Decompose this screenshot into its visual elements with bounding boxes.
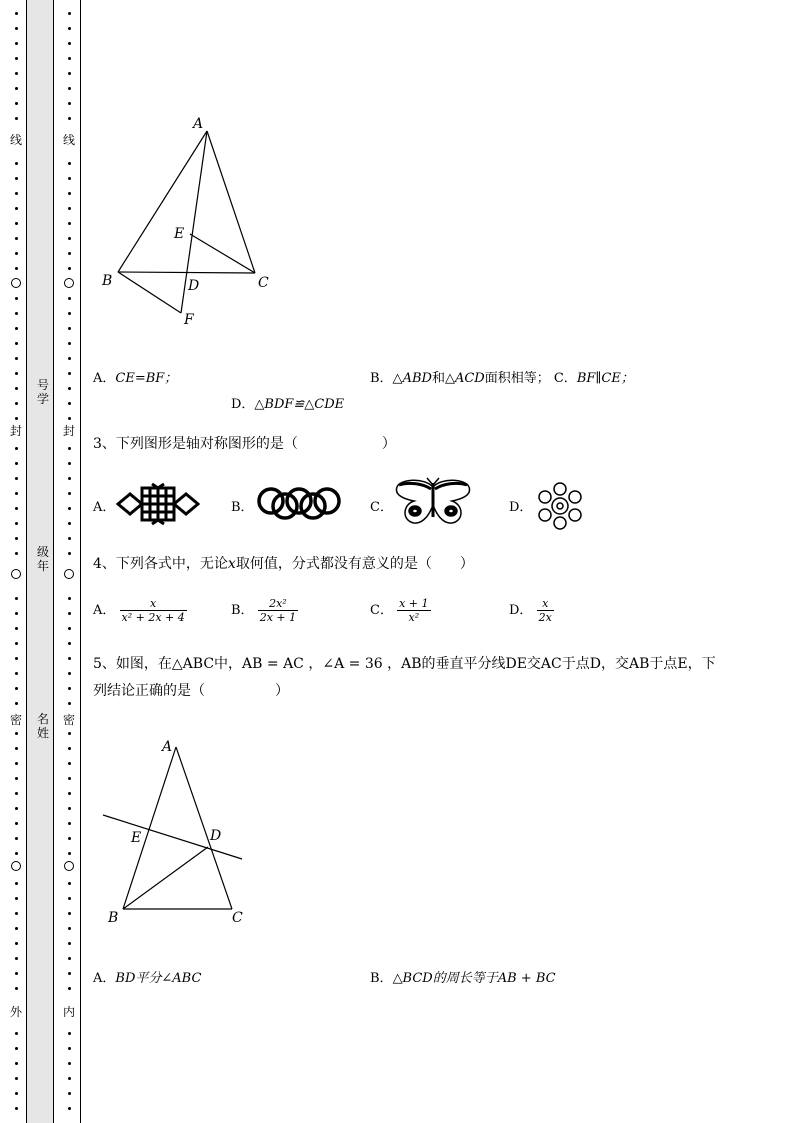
cut-line-dot: [15, 192, 18, 195]
q2-segment-ec: [190, 234, 255, 273]
cut-line-dot: [68, 207, 71, 210]
cut-line-dot: [68, 672, 71, 675]
q2-point-b: B: [102, 273, 113, 289]
cut-line-dot: [15, 1047, 18, 1050]
cut-line-dot: [15, 462, 18, 465]
option-label: A．: [93, 603, 116, 618]
cut-line-dot: [15, 312, 18, 315]
cut-line-dot: [68, 702, 71, 705]
option-text: ABD: [402, 371, 432, 386]
cut-line-dot: [68, 552, 71, 555]
q4-stem-text: 取何值，分式都没有意义的是（ ）: [235, 556, 474, 572]
fraction-denominator: 2x + 1: [259, 611, 297, 624]
q5-option-b[interactable]: [370, 967, 556, 986]
cut-line-dot: [15, 822, 18, 825]
cut-line-dot: [68, 597, 71, 600]
cut-line-dot: [15, 72, 18, 75]
cut-line-dot: [68, 492, 71, 495]
cut-line-dot: [68, 792, 71, 795]
cut-line-dot: [68, 102, 71, 105]
cut-line-dot: [68, 477, 71, 480]
cut-line-dot: [15, 402, 18, 405]
fraction: [258, 597, 298, 624]
cut-line-dot: [15, 357, 18, 360]
fraction: [120, 597, 187, 624]
inner-label-secret: 密: [62, 713, 75, 727]
cut-line-dot: [15, 1107, 18, 1110]
cut-line-dot: [68, 657, 71, 660]
cut-line-dot: [68, 117, 71, 120]
q5-point-b: B: [108, 910, 119, 926]
cut-line-dot: [68, 297, 71, 300]
cut-line-dot: [68, 612, 71, 615]
cut-line-dot: [15, 657, 18, 660]
cut-line-dot: [15, 327, 18, 330]
cut-line-dot: [68, 312, 71, 315]
q5-stem-line1: 5、如图，在△ABC中，AB = AC ，∠A = 36 ，AB的垂直平分线DE交AC于点D，交AB于点E，下: [93, 656, 716, 672]
cut-line-dot: [68, 252, 71, 255]
circle-mark: [64, 569, 74, 579]
q5-point-c: C: [232, 910, 243, 926]
option-label: C．: [553, 371, 577, 386]
option-text: 面积相等；: [484, 371, 550, 386]
option-text: BD平分∠ABC: [115, 971, 202, 986]
q4-option-c[interactable]: [370, 597, 431, 624]
cut-line-dot: [15, 117, 18, 120]
outer-label-outside: 外: [9, 1005, 22, 1019]
cut-line-dot: [68, 822, 71, 825]
q2-point-d: D: [188, 278, 200, 294]
q5-point-e: E: [131, 830, 142, 846]
cut-line-dot: [68, 687, 71, 690]
cut-line-dot: [68, 837, 71, 840]
q3-option-c-label[interactable]: C．: [370, 500, 393, 515]
cut-line-dot: [15, 672, 18, 675]
cut-line-dot: [15, 1032, 18, 1035]
option-label: B．: [370, 971, 393, 986]
option-label: A．: [93, 371, 116, 386]
option-label: A．: [93, 971, 116, 986]
cut-line-dot: [68, 357, 71, 360]
cut-line-dot: [15, 597, 18, 600]
cut-line-dot: [15, 42, 18, 45]
cut-line-dot: [68, 1077, 71, 1080]
circle-mark: [64, 861, 74, 871]
q2-option-a[interactable]: [93, 367, 177, 386]
cut-line-dot: [15, 252, 18, 255]
cut-line-dot: [15, 687, 18, 690]
margin-rule: [80, 0, 81, 1123]
q3-stem: 3、下列图形是轴对称图形的是（ ）: [93, 436, 396, 452]
cut-line-dot: [68, 912, 71, 915]
chinese-knot-icon: [116, 482, 200, 526]
cut-line-dot: [15, 972, 18, 975]
cut-line-dot: [68, 927, 71, 930]
field-name: 名姓: [36, 712, 49, 740]
cut-line-dot: [68, 522, 71, 525]
cut-line-dot: [15, 807, 18, 810]
q5-segment-bd: [123, 847, 208, 909]
cut-line-dot: [68, 222, 71, 225]
q4-option-a[interactable]: [93, 597, 187, 624]
cut-line-dot: [68, 192, 71, 195]
option-text: BF∥CE；: [576, 371, 634, 386]
cut-line-dot: [15, 207, 18, 210]
outer-label-line: 线: [9, 133, 22, 147]
cut-line-dot: [68, 642, 71, 645]
q5-segment-ab: [123, 747, 176, 909]
cut-line-dot: [68, 267, 71, 270]
cut-line-dot: [15, 762, 18, 765]
option-text: △BCD的周长等于AB + BC: [392, 971, 556, 986]
cut-line-dot: [68, 162, 71, 165]
cut-line-dot: [68, 762, 71, 765]
cut-line-dot: [15, 987, 18, 990]
cut-line-dot: [68, 12, 71, 15]
cut-line-dot: [68, 417, 71, 420]
butterfly-icon: [394, 477, 472, 527]
cut-line-dot: [15, 492, 18, 495]
q2-point-c: C: [258, 275, 269, 291]
inner-label-inside: 内: [62, 1005, 75, 1019]
cut-line-dot: [68, 1062, 71, 1065]
cut-line-dot: [15, 852, 18, 855]
q2-point-a: A: [193, 116, 204, 132]
option-text: BDF≌△CDE: [264, 397, 345, 412]
cut-line-dot: [68, 237, 71, 240]
cut-line-dot: [15, 537, 18, 540]
q4-option-b[interactable]: [231, 597, 298, 624]
fraction-denominator: x² + 2x + 4: [121, 611, 185, 624]
cut-line-dot: [15, 12, 18, 15]
cut-line-dot: [68, 882, 71, 885]
cut-line-dot: [15, 642, 18, 645]
cut-line-dot: [68, 732, 71, 735]
olympic-rings-icon: [256, 484, 342, 522]
cut-line-dot: [15, 612, 18, 615]
circle-mark: [11, 861, 21, 871]
cut-line-dot: [15, 777, 18, 780]
snowflake-icon: [531, 480, 589, 532]
cut-line-dot: [68, 1047, 71, 1050]
option-label: B．△: [370, 371, 403, 386]
fraction: [537, 597, 554, 624]
cut-line-dot: [15, 507, 18, 510]
cut-line-dot: [68, 372, 71, 375]
fraction-denominator: x²: [408, 611, 420, 624]
cut-line-dot: [15, 387, 18, 390]
cut-line-dot: [15, 942, 18, 945]
fraction-denominator: 2x: [538, 611, 552, 624]
cut-line-dot: [68, 1107, 71, 1110]
cut-line-dot: [68, 72, 71, 75]
cut-line-dot: [68, 402, 71, 405]
circle-mark: [11, 278, 21, 288]
cut-line-dot: [15, 447, 18, 450]
circle-mark: [64, 278, 74, 288]
cut-line-dot: [15, 417, 18, 420]
q4-stem: [93, 553, 474, 573]
cut-line-dot: [15, 237, 18, 240]
cut-line-dot: [68, 387, 71, 390]
cut-line-dot: [68, 462, 71, 465]
field-grade: 级年: [36, 545, 49, 573]
q2-triangle-figure: [95, 110, 285, 330]
cut-line-dot: [15, 477, 18, 480]
cut-line-dot: [68, 42, 71, 45]
fraction-numerator: x: [537, 597, 554, 611]
q5-option-a[interactable]: [93, 967, 201, 986]
cut-line-dot: [15, 912, 18, 915]
cut-line-dot: [15, 57, 18, 60]
option-label: D．: [509, 603, 533, 618]
q4-stem-text: 4、下列各式中，无论: [93, 556, 228, 572]
q2-segment-ac: [207, 131, 255, 273]
cut-line-dot: [68, 177, 71, 180]
cut-line-dot: [68, 87, 71, 90]
cut-line-dot: [68, 1032, 71, 1035]
cut-line-dot: [15, 87, 18, 90]
cut-line-dot: [15, 552, 18, 555]
option-text: 和△: [431, 371, 455, 386]
q2-point-e: E: [174, 226, 185, 242]
cut-line-dot: [68, 942, 71, 945]
cut-line-dot: [15, 342, 18, 345]
q4-option-d[interactable]: [509, 597, 554, 624]
q2-point-f: F: [184, 312, 194, 328]
option-text: ACD: [454, 371, 485, 386]
q5-segment-ac: [176, 747, 232, 909]
cut-line-dot: [15, 177, 18, 180]
field-student-number: 号学: [36, 378, 49, 406]
q2-option-b-c[interactable]: [370, 367, 634, 386]
cut-line-dot: [15, 747, 18, 750]
cut-line-dot: [15, 792, 18, 795]
cut-line-dot: [15, 627, 18, 630]
cut-line-dot: [15, 732, 18, 735]
cut-line-dot: [15, 897, 18, 900]
option-label: D．△: [231, 397, 265, 412]
option-text: CE=BF；: [115, 371, 178, 386]
cut-line-dot: [68, 57, 71, 60]
cut-line-dot: [15, 957, 18, 960]
q3-option-d-label[interactable]: D．: [509, 500, 533, 515]
cut-line-dot: [68, 957, 71, 960]
cut-line-dot: [68, 1092, 71, 1095]
fraction-numerator: x + 1: [399, 597, 429, 610]
fraction-numerator: x: [120, 597, 187, 611]
circle-mark: [11, 569, 21, 579]
cut-line-dot: [68, 507, 71, 510]
option-label: C．: [370, 603, 393, 618]
q5-stem-line2: 列结论正确的是（ ）: [93, 683, 289, 699]
cut-line-dot: [15, 222, 18, 225]
cut-line-dot: [15, 837, 18, 840]
q5-triangle-figure: [98, 735, 258, 935]
cut-line-dot: [68, 852, 71, 855]
cut-line-dot: [68, 327, 71, 330]
cut-line-dot: [68, 447, 71, 450]
q3-option-b-label[interactable]: B．: [231, 500, 254, 515]
cut-line-dot: [68, 987, 71, 990]
cut-line-dot: [15, 1062, 18, 1065]
option-label: B．: [231, 603, 254, 618]
q5-point-a: A: [162, 739, 173, 755]
q3-option-a-label[interactable]: A．: [93, 500, 116, 515]
q4-stem-variable: x: [227, 556, 236, 572]
cut-line-dot: [15, 882, 18, 885]
cut-line-dot: [15, 372, 18, 375]
cut-line-dot: [68, 627, 71, 630]
cut-line-dot: [15, 1077, 18, 1080]
cut-line-dot: [68, 897, 71, 900]
cut-line-dot: [15, 1092, 18, 1095]
cut-line-dot: [68, 27, 71, 30]
cut-line-dot: [15, 927, 18, 930]
cut-line-dot: [68, 747, 71, 750]
cut-line-dot: [15, 702, 18, 705]
cut-line-dot: [68, 807, 71, 810]
cut-line-dot: [15, 102, 18, 105]
cut-line-dot: [68, 342, 71, 345]
cut-line-dot: [15, 297, 18, 300]
q5-point-d: D: [210, 828, 222, 844]
cut-line-dot: [68, 972, 71, 975]
fraction: [397, 597, 430, 624]
cut-line-dot: [15, 27, 18, 30]
q2-option-d[interactable]: [231, 393, 344, 412]
cut-line-dot: [15, 267, 18, 270]
outer-label-seal: 封: [9, 424, 22, 438]
outer-label-secret: 密: [9, 713, 22, 727]
q2-segment-ab: [118, 131, 207, 272]
cut-line-dot: [15, 522, 18, 525]
fraction-numerator: 2x²: [258, 597, 298, 611]
inner-label-line: 线: [62, 133, 75, 147]
cut-line-dot: [15, 162, 18, 165]
cut-line-dot: [68, 537, 71, 540]
inner-label-seal: 封: [62, 424, 75, 438]
cut-line-dot: [68, 777, 71, 780]
q2-segment-bf: [118, 272, 181, 313]
